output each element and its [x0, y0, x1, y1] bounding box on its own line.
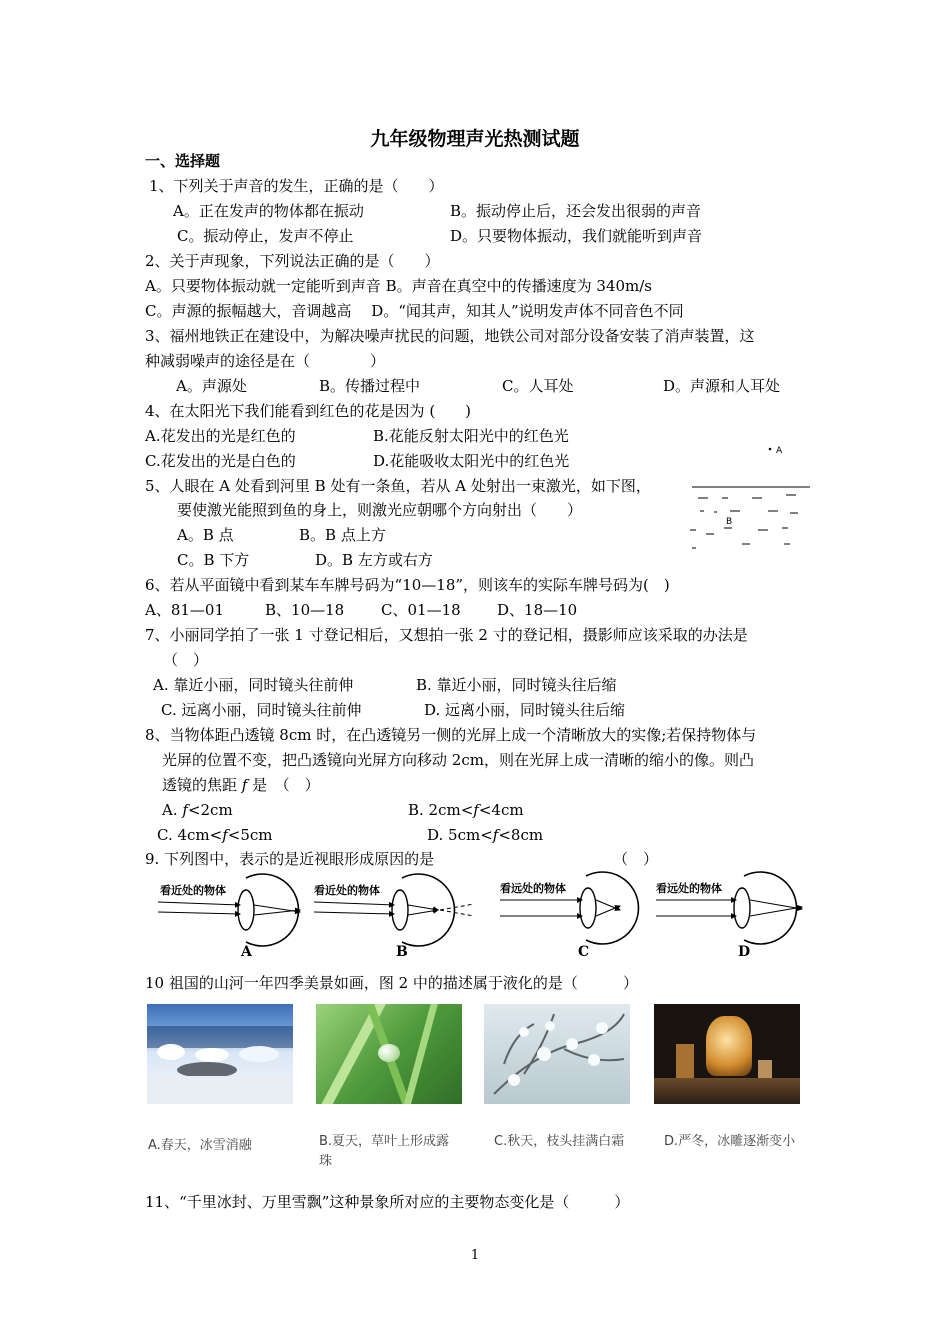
- q6-stem: 6、若从平面镜中看到某车车牌号码为“10—18”，则该车的实际车牌号码为( ): [145, 576, 670, 594]
- q3-option-a: A。声源处: [176, 377, 247, 395]
- q9-stem: 9. 下列图中，表示的是近视眼形成原因的是: [145, 850, 435, 868]
- caption-a: A.春天，冰雪消融: [148, 1138, 252, 1153]
- q1-option-a: A。正在发声的物体都在振动: [173, 202, 364, 220]
- q7-option-c: C. 远离小丽，同时镜头往前伸: [161, 701, 362, 719]
- eye-d-label: 看远处的物体: [656, 882, 722, 895]
- point-a-dot: [769, 448, 772, 451]
- q8-stem-line3: [162, 775, 320, 795]
- q8-f-symbol: f: [241, 776, 248, 794]
- q7-stem-line1: 7、小丽同学拍了一张 1 寸登记相后，又想拍一张 2 寸的登记相，摄影师应该采取的办法是: [145, 626, 748, 644]
- q7-option-d: D. 远离小丽，同时镜头往后缩: [424, 701, 626, 719]
- q4-option-a: A.花发出的光是红色的: [145, 427, 296, 445]
- q3-option-d: D。声源和人耳处: [663, 377, 781, 395]
- point-a-label: A: [776, 446, 783, 456]
- photo-frost-branches: [484, 1004, 630, 1104]
- q1-stem: 1、下列关于声音的发生，正确的是（ ）: [149, 177, 444, 195]
- photo-dew-grass: [316, 1004, 462, 1104]
- q9-answer-paren: （ ）: [613, 850, 659, 868]
- q4-option-d: D.花能吸收太阳光中的红色光: [373, 452, 570, 470]
- q2-stem: 2、关于声现象，下列说法正确的是（ ）: [145, 252, 440, 270]
- q3-stem-line2: 种减弱噪声的途径是在（ ）: [145, 352, 386, 370]
- caption-b: B.夏天，草叶上形成露珠: [319, 1134, 450, 1169]
- q8-option-d: D. 5cm<f<8cm: [427, 826, 544, 844]
- page-number: 1: [470, 1248, 480, 1263]
- eye-c-label: 看远处的物体: [500, 882, 566, 895]
- q8-option-b: B. 2cm<f<4cm: [408, 801, 524, 819]
- q7-option-a: A. 靠近小丽，同时镜头往前伸: [153, 676, 354, 694]
- q7-option-b: B. 靠近小丽，同时镜头往后缩: [416, 676, 617, 694]
- eye-b-letter: B: [396, 944, 408, 960]
- q8-stem-line2: 光屏的位置不变，把凸透镜向光屏方向移动 2cm，则在光屏上成一清晰的缩小的像。则凸: [162, 751, 754, 769]
- q3-option-c: C。人耳处: [502, 377, 574, 395]
- q3-stem-line1: 3、福州地铁正在建设中，为解决噪声扰民的问题，地铁公司对部分设备安装了消声装置，这: [145, 327, 755, 345]
- eye-a-letter: A: [241, 944, 252, 960]
- q6-option-d: D、18—10: [497, 601, 578, 619]
- eye-d-letter: D: [738, 944, 751, 960]
- eye-c-letter: C: [578, 944, 590, 960]
- eye-diagrams: [158, 868, 818, 960]
- q4-stem: 4、在太阳光下我们能看到红色的花是因为 ( ): [145, 402, 472, 420]
- eye-diagram-b: [314, 874, 474, 960]
- q7-stem-line2: （ ）: [163, 651, 209, 669]
- q6-option-a: A、81—01: [145, 601, 225, 619]
- q5-option-a: A。B 点: [177, 526, 234, 544]
- section-heading: 一、选择题: [145, 152, 221, 170]
- q8-text: 是 （ ）: [247, 776, 320, 794]
- water-waves: [690, 495, 798, 548]
- eye-a-label: 看近处的物体: [160, 884, 226, 897]
- q5-option-b: B。B 点上方: [299, 526, 386, 544]
- q5-option-c: C。B 下方: [177, 551, 250, 569]
- eye-diagram-d: [656, 872, 802, 960]
- q5-stem-line2: 要使激光能照到鱼的身上，则激光应朝哪个方向射出（ ）: [177, 501, 583, 519]
- q8-stem-line1: 8、当物体距凸透镜 8cm 时，在凸透镜另一侧的光屏上成一个清晰放大的实像;若保持物体与: [145, 726, 757, 744]
- caption-c: C.秋天，枝头挂满白霜: [494, 1134, 625, 1149]
- photo-snow-melting: [147, 1004, 293, 1104]
- water-fish-figure: [684, 440, 814, 555]
- eye-diagram-a: [158, 874, 300, 960]
- eye-b-label: 看近处的物体: [314, 884, 380, 897]
- q2-options-ab: A。只要物体振动就一定能听到声音 B。声音在真空中的传播速度为 340m/s: [145, 277, 653, 295]
- q1-option-b: B。振动停止后，还会发出很弱的声音: [450, 202, 702, 220]
- q10-stem: 10 祖国的山河一年四季美景如画，图 2 中的描述属于液化的是（ ）: [145, 974, 638, 992]
- q6-option-b: B、10—18: [265, 601, 345, 619]
- q1-option-c: C。振动停止，发声不停止: [177, 227, 354, 245]
- q5-stem-line1: 5、人眼在 A 处看到河里 B 处有一条鱼，若从 A 处射出一束激光，如下图，: [145, 477, 651, 495]
- eye-diagram-c: [500, 872, 638, 960]
- q6-option-c: C、01—18: [381, 601, 461, 619]
- q3-option-b: B。传播过程中: [319, 377, 421, 395]
- q8-option-c: C. 4cm<f<5cm: [157, 826, 273, 844]
- q8-option-a: A. f<2cm: [162, 801, 233, 819]
- q4-option-b: B.花能反射太阳光中的红色光: [373, 427, 569, 445]
- q5-option-d: D。B 左方或右方: [315, 551, 433, 569]
- q11-stem: 11、“千里冰封、万里雪飘”这种景象所对应的主要物态变化是（ ）: [145, 1193, 630, 1211]
- q4-option-c: C.花发出的光是白色的: [145, 452, 296, 470]
- point-b-label: B: [726, 517, 733, 527]
- caption-d: D.严冬，冰雕逐渐变小: [664, 1134, 796, 1149]
- q8-text: 透镜的焦距: [162, 776, 242, 794]
- photo-ice-sculpture: [654, 1004, 800, 1104]
- page-title: 九年级物理声光热测试题: [370, 128, 580, 150]
- q2-options-cd: C。声源的振幅越大，音调越高 D。“闻其声，知其人”说明发声体不同音色不同: [145, 302, 684, 320]
- q1-option-d: D。只要物体振动，我们就能听到声音: [450, 227, 703, 245]
